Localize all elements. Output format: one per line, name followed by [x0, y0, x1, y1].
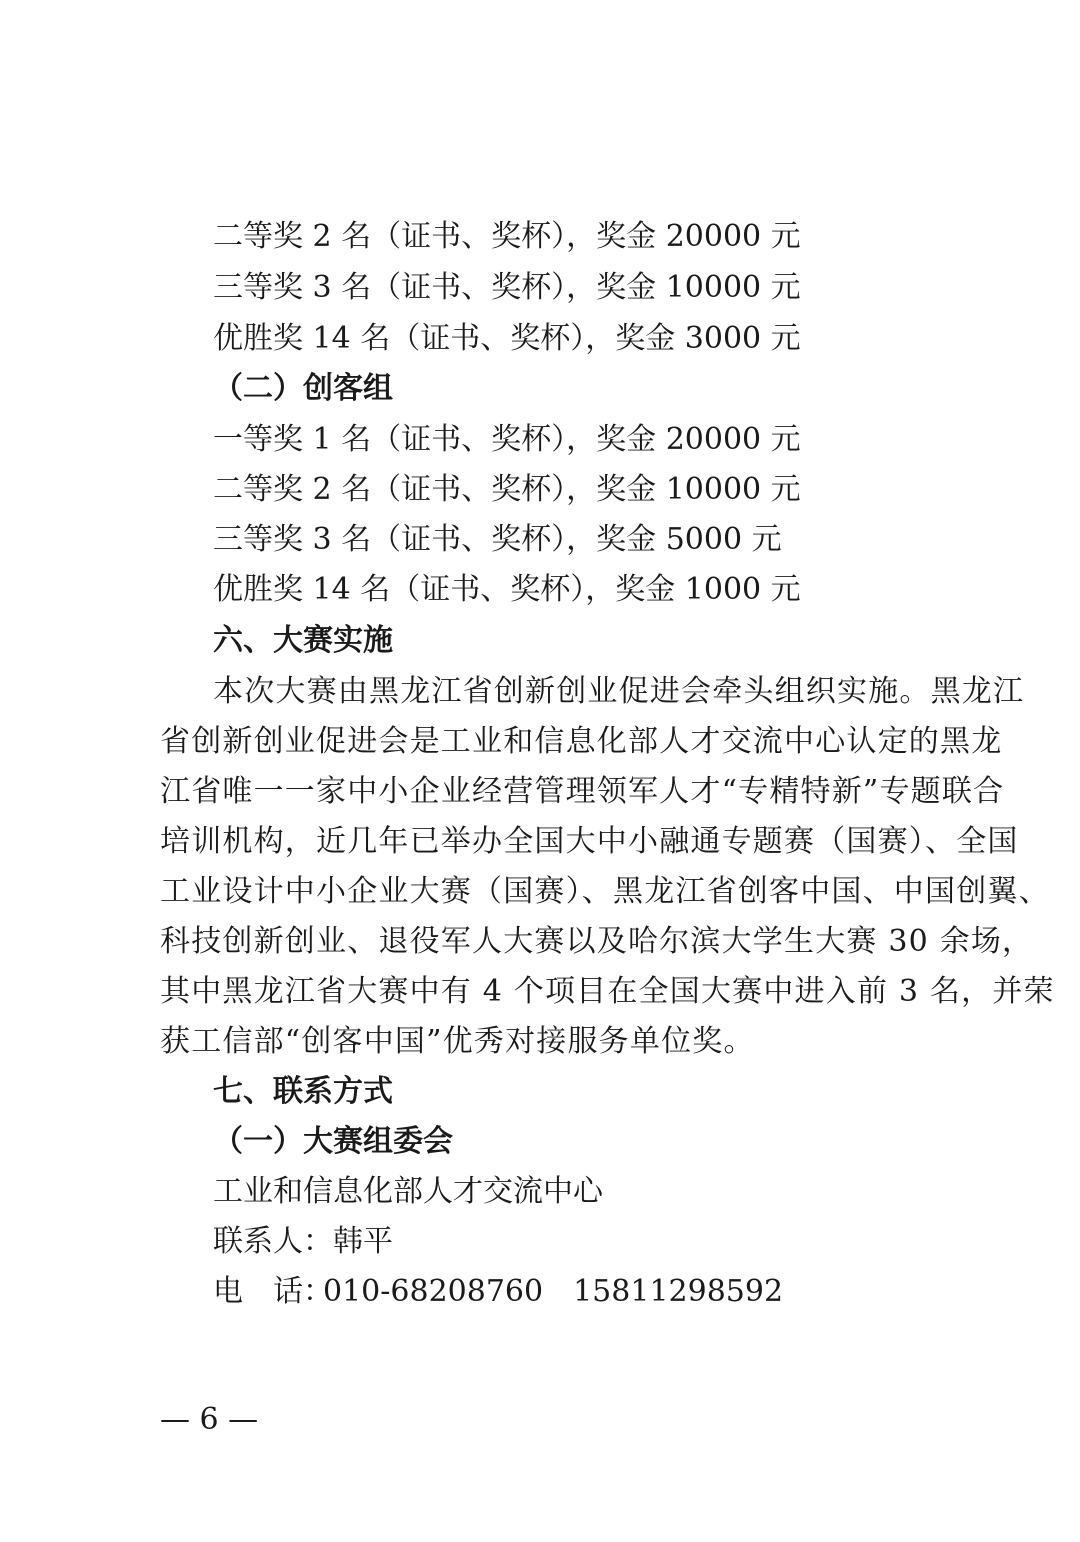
organization-name: 工业和信息化部人才交流中心 — [213, 1174, 603, 1209]
paragraph-line: 科技创新创业、退役军人大赛以及哈尔滨大学生大赛 30 余场， — [160, 924, 1034, 959]
paragraph-line: 获工信部“创客中国”优秀对接服务单位奖。 — [160, 1024, 755, 1059]
paragraph-line: 其中黑龙江省大赛中有 4 个项目在全国大赛中进入前 3 名，并荣 — [160, 974, 1055, 1009]
contact-person: 联系人：韩平 — [213, 1224, 393, 1259]
phone-number: 010-68208760 — [323, 1274, 544, 1309]
phone-line — [213, 1272, 783, 1312]
paragraph-line: 工业设计中小企业大赛（国赛）、黑龙江省创客中国、中国创翼、 — [160, 874, 1050, 909]
prize-line: 优胜奖 14 名（证书、奖杯），奖金 3000 元 — [213, 321, 801, 356]
paragraph-line: 本次大赛由黑龙江省创新创业促进会牵头组织实施。黑龙江 — [213, 674, 1025, 709]
phone-number: 15811298592 — [573, 1274, 784, 1309]
phone-label: 电 话： — [213, 1274, 333, 1309]
prize-line: 三等奖 3 名（证书、奖杯），奖金 5000 元 — [213, 522, 782, 557]
prize-line: 优胜奖 14 名（证书、奖杯），奖金 1000 元 — [213, 572, 801, 607]
subsection-heading: （一）大赛组委会 — [213, 1124, 453, 1159]
prize-line: 三等奖 3 名（证书、奖杯），奖金 10000 元 — [213, 270, 801, 305]
paragraph-line: 培训机构，近几年已举办全国大中小融通专题赛（国赛）、全国 — [160, 824, 1019, 859]
prize-line: 一等奖 1 名（证书、奖杯），奖金 20000 元 — [213, 422, 801, 457]
prize-line: 二等奖 2 名（证书、奖杯），奖金 20000 元 — [213, 219, 801, 254]
section-heading: 七、联系方式 — [213, 1074, 393, 1109]
paragraph-line: 江省唯一一家中小企业经营管理领军人才“专精特新”专题联合 — [160, 774, 1005, 809]
prize-line: 二等奖 2 名（证书、奖杯），奖金 10000 元 — [213, 472, 801, 507]
page-number: — 6 — — [160, 1402, 259, 1437]
section-heading: 六、大赛实施 — [213, 623, 393, 658]
subsection-heading: （二）创客组 — [213, 371, 393, 406]
paragraph-line: 省创新创业促进会是工业和信息化部人才交流中心认定的黑龙 — [160, 724, 1003, 759]
